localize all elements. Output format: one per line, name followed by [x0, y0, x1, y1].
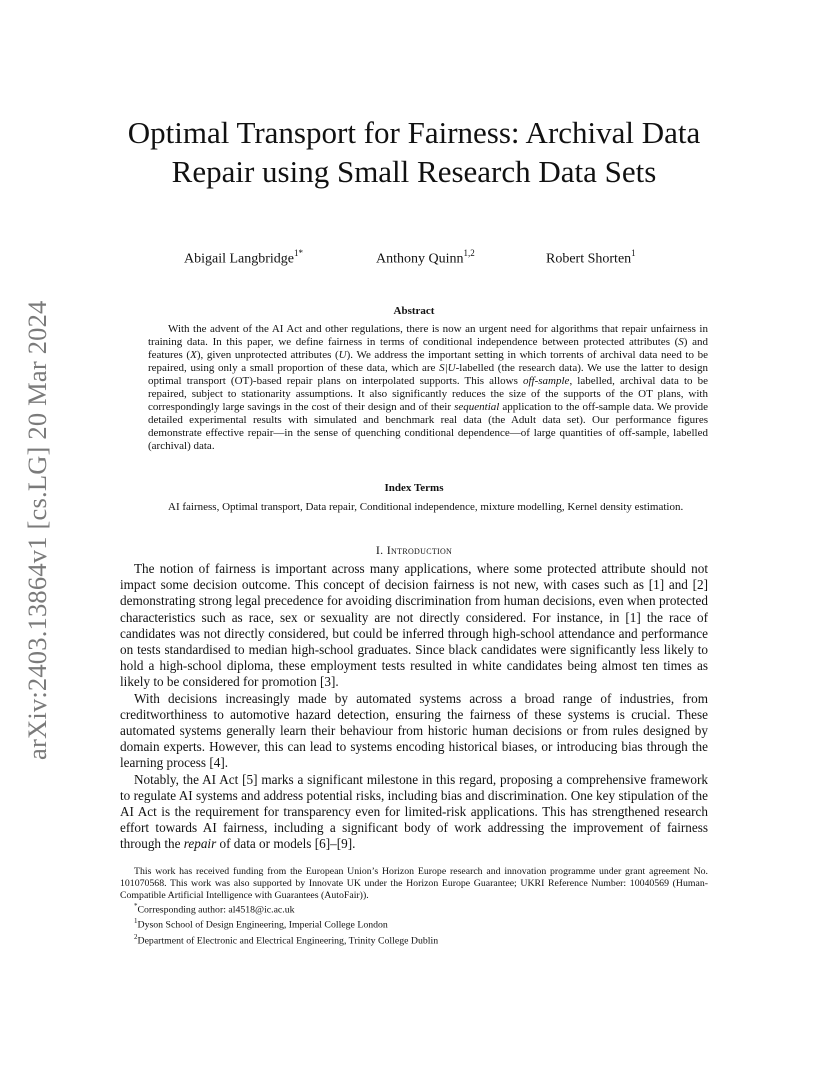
author-affiliation: 1,2 — [463, 248, 475, 258]
index-terms-text: AI fairness, Optimal transport, Data repair, Conditional independence, mixture modelling, Kernel density estimation. — [168, 501, 684, 513]
paper-title: Optimal Transport for Fairness: Archival Data Repair using Small Research Data Sets — [127, 115, 701, 189]
introduction-heading: I. Introduction — [375, 543, 453, 557]
author-name: Anthony Quinn — [376, 251, 464, 267]
author-name: Robert Shorten — [546, 251, 632, 267]
introduction-body — [120, 561, 708, 853]
affiliation-1-footnote: $^1$Dyson School of Design Engineering, Imperial College London — [134, 917, 388, 931]
funding-footnote: This work has received funding from the European Union’s Horizon Europe research and innovation programme under grant agreement No. 101070568. This work was also supported by Innovate UK under the Horizon Europe Guarantee; UKRI Reference Number: 10040569 (Human-Compatible Artificial Intelligence with Guarantees (AutoFair)). — [120, 866, 708, 901]
affiliation-2-footnote: $^2$Department of Electronic and Electrical Engineering, Trinity College Dublin — [134, 932, 439, 946]
author-1 — [184, 249, 303, 268]
paragraph: Notably, the AI Act [5] marks a significant milestone in this regard, proposing a comprehensive framework to regulate AI systems and address potential risks, including bias and discrimination. One key stipulation of the AI Act is the requirement for transparency even for limited-risk applications. This has strengthened research effort towards AI fairness, including a significant body of work addressing the improvement of fairness through the repair of data or models [6]–[9]. — [120, 771, 708, 852]
abstract-text: With the advent of the AI Act and other regulations, there is now an urgent need for algorithms that repair unfairness in training data. In this paper, we define fairness in terms of conditional independence between protected attributes (S) and features (X), given unprotected attributes (U). We address the important setting in which torrents of archival data need to be repaired, using only a small proportion of these data, which are S|U-labelled (the research data). We use the latter to design optimal transport (OT)-based repair plans on interpolated supports. This allows off-sample, labelled, archival data to be repaired, subject to stationarity assumptions. It also significantly reduces the size of the supports of the OT plans, with correspondingly large savings in the cost of their design and of their sequential application to the off-sample data. We provide detailed experimental results with simulated and benchmark real data (the Adult data set). Our performance figures demonstrate effective repair—in the sense of quenching conditional dependence—of large quantities of off-sample, labelled (archival) data. — [148, 323, 709, 452]
author-affiliation: 1* — [294, 248, 304, 258]
abstract-heading: Abstract — [393, 305, 435, 317]
corresponding-author-footnote: *Corresponding author: al4518@ic.ac.uk — [134, 902, 295, 916]
author-affiliation: 1 — [631, 248, 636, 258]
author-name: Abigail Langbridge — [184, 251, 295, 267]
footnotes — [120, 866, 708, 947]
paragraph: The notion of fairness is important across many applications, where some protected attribute should not impact some decision outcome. This concept of decision fairness is not new, with cases such as [1] and [2] demonstrating strong legal precedence for avoiding discrimination from human decisions, even when protected characteristics such as race, sex or sexuality are not directly considered. For instance, in [1] the race of candidates was not directly considered, but could be inferred through high-school attendance and performance on tests standardised to median high-school graduates. Since black candidates were significantly less likely to hold a high-school diploma, these employment tests resulted in white candidates being almost ten times as likely to be considered for promotion [3]. — [120, 561, 708, 690]
arxiv-identifier-stamp: arXiv:2403.13864v1 [cs.LG] 20 Mar 2024 — [22, 300, 52, 760]
index-terms-heading: Index Terms — [384, 482, 444, 494]
author-3 — [546, 249, 636, 268]
author-2 — [376, 249, 475, 268]
paragraph: With decisions increasingly made by automated systems across a broad range of industries, from creditworthiness to automotive hazard detection, ensuring the fairness of these systems is crucial. These automated systems generally learn their behaviour from historic human decisions or from rules designed by domain experts. However, this can lead to systems encoding historical biases, or introducing bias through the learning process [4]. — [120, 690, 708, 771]
